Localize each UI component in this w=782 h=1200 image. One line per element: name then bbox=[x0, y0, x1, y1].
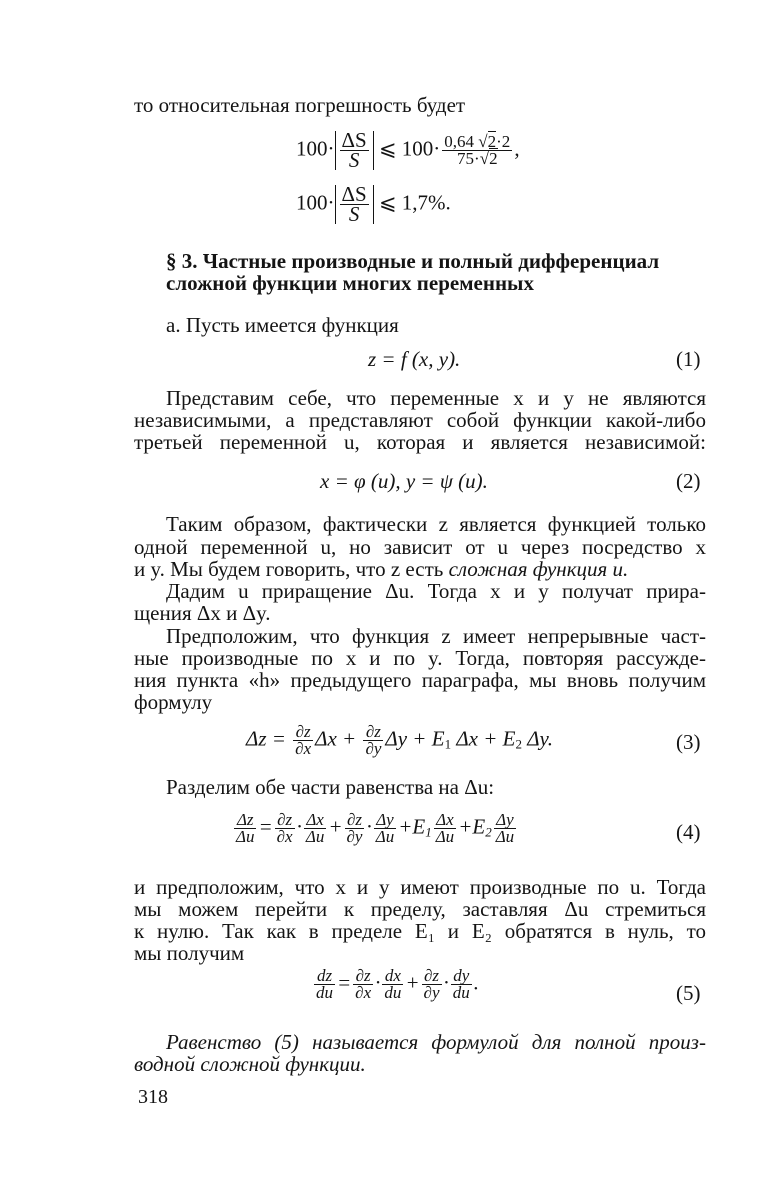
section-heading-line1: § 3. Частные производные и полный дифференциал bbox=[166, 249, 660, 273]
fraction: $\frac{\Delta S}{S}$ bbox=[341, 128, 367, 172]
fraction: $\frac{\partial z}{\partial x}$ bbox=[295, 722, 312, 758]
paragraph-a: а. Пусть имеется функция bbox=[166, 313, 399, 337]
paragraph-2-line2: независимыми, а представляют собой функции какой-либо bbox=[134, 408, 706, 432]
paragraph-5-line2: ные производные по x и по y. Тогда, повторяя рассужде- bbox=[134, 646, 706, 670]
equation-number-3: (3) bbox=[676, 730, 701, 754]
abs-value bbox=[335, 128, 374, 172]
paragraph-7-line2: мы можем перейти к пределу, заставляя Δu стремиться bbox=[134, 897, 706, 921]
paragraph-2-line3: третьей переменной u, которая и является независимой: bbox=[134, 430, 706, 454]
equation-1: z = f (x, y). bbox=[368, 347, 461, 371]
final-line1: Равенство (5) называется формулой для полной произ- bbox=[166, 1030, 706, 1054]
error-inequality-2: 100· $\frac{\Delta S}{S}$ ⩽ 1,7%. bbox=[296, 182, 451, 226]
equation-3: Δz = $\frac{\partial z}{\partial x}$ Δx + $\frac{\partial z}{\partial y}$ $\Delta y + E_1$ $\Delta x + E_2$ Δy. bbox=[246, 722, 553, 758]
equation-number-4: (4) bbox=[676, 820, 701, 844]
equation-4: $\frac{\Delta z}{\Delta u}$ = $\frac{\partial z}{\partial x}$ · $\frac{\Delta x}{\Delta u}$ + $\frac{\partial z}{\partial y}$ · $\frac{\Delta y}{\Delta u}$ $+E_1$ $\frac{\Delta x}{\Delta u}$ $+E_2$ $\frac{\Delta y}{\Delta u}$ bbox=[236, 810, 515, 846]
paragraph-7-line4: мы получим bbox=[134, 941, 245, 965]
paragraph-7-line1: и предположим, что x и y имеют производные по u. Тогда bbox=[134, 875, 706, 899]
page-number: 318 bbox=[138, 1086, 168, 1108]
relation: ⩽ bbox=[378, 136, 397, 161]
equation-number-5: (5) bbox=[676, 981, 701, 1005]
fraction: $\frac{\partial z}{\partial y}$ bbox=[365, 722, 382, 758]
paragraph-4-line2: щения Δx и Δy. bbox=[134, 601, 271, 625]
paragraph-3-line1: Таким образом, фактически z является функцией только bbox=[166, 512, 706, 536]
emphasis: сложная функция u. bbox=[448, 557, 629, 581]
equation-2: x = φ (u), y = ψ (u). bbox=[320, 469, 488, 493]
coef: 100· bbox=[401, 136, 441, 161]
fraction: $\frac{dz}{du}$ bbox=[316, 966, 333, 1002]
paragraph-3-line3: и y. Мы будем говорить, что z есть сложная функция u. bbox=[134, 557, 629, 581]
equation-5: $\frac{dz}{du}$ = $\frac{\partial z}{\partial x}$ · $\frac{dx}{du}$ + $\frac{\partial z}{\partial y}$ · $\frac{dy}{du}$ . bbox=[316, 966, 479, 1002]
final-line2: водной сложной функции. bbox=[134, 1052, 366, 1076]
coef: 100· bbox=[296, 136, 335, 161]
fraction: $\frac{0,64 √2\cdot 2}{75\cdot√2}$ bbox=[444, 132, 511, 168]
fraction: $\frac{\Delta z}{\Delta u}$ bbox=[236, 810, 255, 846]
paragraph-6: Разделим обе части равенства на Δu: bbox=[166, 775, 495, 799]
paragraph-7-line3: к нулю. Так как в пределе E₁ и E₂ обратятся в нуль, то bbox=[134, 919, 706, 943]
paragraph-5-line3: ния пункта «h» предыдущего параграфа, мы вновь получим bbox=[134, 668, 706, 692]
intro-line: то относительная погрешность будет bbox=[134, 93, 466, 117]
abs-value bbox=[335, 182, 374, 226]
paragraph-5-line4: формулу bbox=[134, 690, 213, 714]
error-inequality-1: 100· $\frac{\Delta S}{S}$ ⩽ 100· $\frac{0,64 √2\cdot 2}{75\cdot√2}$ , bbox=[296, 128, 520, 172]
section-heading-line2: сложной функции многих переменных bbox=[166, 271, 534, 295]
fraction: $\frac{\Delta S}{S}$ bbox=[341, 182, 367, 226]
paragraph-2-line1: Представим себе, что переменные x и y не являются bbox=[166, 386, 706, 410]
equation-number-2: (2) bbox=[676, 469, 701, 493]
paragraph-5-line1: Предположим, что функция z имеет непрерывные част- bbox=[166, 624, 706, 648]
paragraph-3-line2: одной переменной u, но зависит от u через посредство x bbox=[134, 535, 706, 559]
equation-number-1: (1) bbox=[676, 347, 701, 371]
paragraph-4-line1: Дадим u приращение Δu. Тогда x и y получат прира- bbox=[166, 579, 706, 603]
